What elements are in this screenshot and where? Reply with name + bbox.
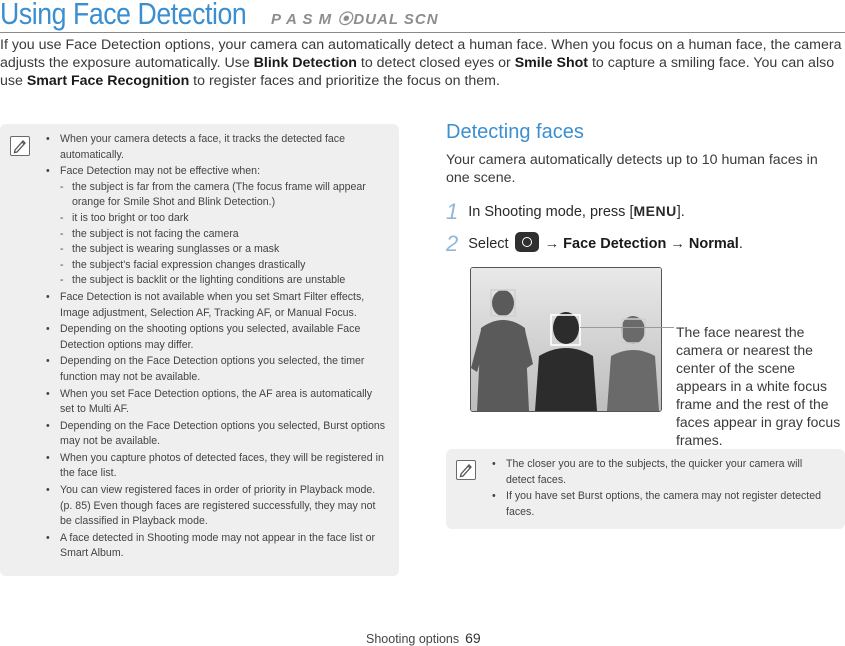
note-item: • Face Detection may not be effective when: - the subject is far from the camera (The focus frame will appear orange for Smile Shot and Blink Detection.) - it is too bright or too dark - the subject is not facing the camera - the subject is wearing sunglasses or a mask - the subject's facial expression changes drastically - the subject is backlit or the lighting conditions are unstable (46, 164, 386, 289)
note-item: • When you capture photos of detected faces, they will be registered in the face list. (46, 451, 386, 482)
note-item: • Face Detection is not available when you set Smart Filter effects, Image adjustment, Selection AF, Tracking AF, or Manual Focus. (46, 290, 386, 321)
note-box-left (0, 124, 399, 576)
note-item: • Depending on the Face Detection options you selected, the timer function may not be available. (46, 354, 386, 385)
smile-shot-term: Smile Shot (514, 55, 589, 71)
section-text: Your camera automatically detects up to 10 human faces in one scene. (446, 152, 818, 186)
note-subitem: - the subject is far from the camera (The focus frame will appear orange for Smile Shot and Blink Detection.) (60, 180, 386, 211)
note-pencil-icon (10, 136, 30, 156)
page-title: Using Face Detection (0, 0, 247, 31)
step-1: 1 In Shooting mode, press [MENU]. (446, 199, 685, 224)
camera-icon (515, 232, 539, 252)
step-number: 1 (446, 199, 459, 224)
smart-face-recognition-term: Smart Face Recognition (26, 73, 190, 89)
note-box-right (446, 449, 845, 529)
title-bar (0, 0, 845, 33)
note-subitem: - the subject is wearing sunglasses or a mask (60, 242, 386, 258)
note-sublist (60, 180, 386, 289)
page-number: 69 (465, 630, 481, 646)
note-subitem: - the subject is backlit or the lighting conditions are unstable (60, 273, 386, 289)
section-heading: Detecting faces (446, 121, 584, 143)
note-item: • You can view registered faces in order of priority in Playback mode. (p. 85) Even though faces are registered successfully, they may not be classified in Playback mode. (46, 483, 386, 530)
face-detection-option: Face Detection (563, 236, 667, 252)
page-footer (366, 630, 481, 646)
callout-line (580, 327, 674, 328)
note-item: • A face detected in Shooting mode may not appear in the face list or Smart Album. (46, 531, 386, 562)
note-list-right (492, 457, 832, 521)
note-item: • When you set Face Detection options, the AF area is automatically set to Multi AF. (46, 387, 386, 418)
step-number: 2 (446, 231, 459, 256)
note-subitem: - the subject's facial expression changes drastically (60, 258, 386, 274)
note-item: • When your camera detects a face, it tracks the detected face automatically. (46, 132, 386, 163)
note-item: • The closer you are to the subjects, the quicker your camera will detect faces. (492, 457, 832, 488)
footer-section-label: Shooting options (366, 632, 460, 646)
normal-option: Normal (688, 236, 739, 252)
shooting-modes-indicator: P A S M ⦿DUAL SCN (271, 11, 439, 28)
note-pencil-icon (456, 460, 476, 480)
step-2: 2 Select → Face Detection → Normal. (446, 231, 743, 256)
intro-paragraph: If you use Face Detection options, your camera can automatically detect a human face. When you focus on a human face, the camera adjusts the exposure automatically. Use Blink Detection to detect closed eyes or Smile Shot to capture a smiling face. You can also use Smart Face Recognition to register faces and prioritize the focus on them. (0, 37, 842, 89)
photo-callout: The face nearest the camera or nearest the center of the scene appears in a white focus frame and the rest of the faces appear in gray focus frames. (676, 324, 841, 448)
menu-button-icon: MENU (633, 203, 677, 219)
note-subitem: - the subject is not facing the camera (60, 227, 386, 243)
note-item: • Depending on the Face Detection options you selected, Burst options may not be available. (46, 419, 386, 450)
note-item: • Depending on the shooting options you selected, available Face Detection options may differ. (46, 322, 386, 353)
face-detection-example-photo (470, 267, 662, 412)
blink-detection-term: Blink Detection (253, 55, 357, 71)
note-subitem: - it is too bright or too dark (60, 211, 386, 227)
note-item: • If you have set Burst options, the camera may not register detected faces. (492, 489, 832, 520)
note-list-left (46, 132, 386, 563)
